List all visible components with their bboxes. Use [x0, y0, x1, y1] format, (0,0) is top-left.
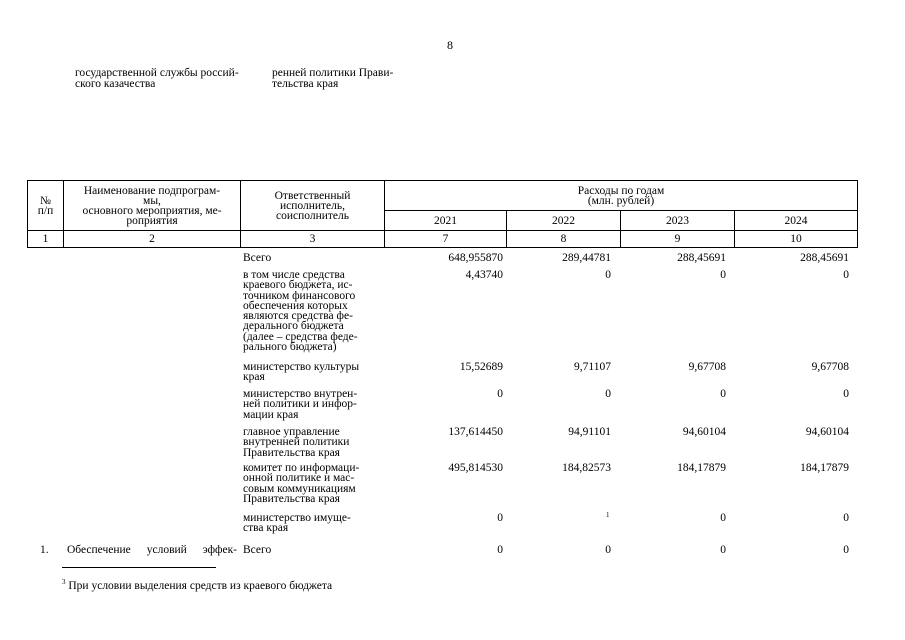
row-value-2023: 288,45691	[677, 252, 726, 264]
executor-line: являются средства фе-	[243, 310, 353, 323]
footnote-separator	[62, 567, 216, 568]
continuation-left-line: государственной службы россий-	[75, 67, 239, 79]
row-value-2021: 495,814530	[448, 462, 503, 474]
header-text-line: Расходы по годам	[577, 184, 665, 197]
column-number: 8	[507, 231, 621, 248]
row-value-2022: 0	[605, 269, 611, 281]
row-executor	[243, 513, 383, 534]
column-number: 3	[241, 231, 385, 248]
column-number: 9	[621, 231, 735, 248]
executor-line: комитет по информаци-	[243, 462, 360, 474]
row-value-2024: 0	[843, 512, 849, 524]
header-col-number	[28, 181, 64, 231]
row-value-2022: 0	[605, 544, 611, 556]
executor-line: Правительства края	[243, 446, 340, 459]
continuation-left-line: ского казачества	[75, 77, 156, 90]
footnote	[62, 577, 332, 591]
header-text-line: №	[40, 194, 51, 207]
continuation-right-line: тельства края	[272, 77, 339, 90]
executor-line: мации края	[243, 408, 299, 421]
executor-line: краевого бюджета, ис-	[243, 279, 353, 292]
executor-line: министерство имуще-	[243, 512, 351, 524]
row-value-2021: 15,52689	[459, 361, 503, 373]
row-name: Обеспечение условий эффек-	[67, 544, 237, 556]
row-value-2022: 94,91101	[568, 426, 611, 438]
column-number: 7	[385, 231, 507, 248]
executor-line: Всего	[243, 252, 272, 264]
row-value-2021: 0	[497, 512, 503, 524]
executor-line: главное управление	[243, 426, 340, 438]
header-year: 2021	[385, 211, 507, 231]
header-year: 2022	[507, 211, 621, 231]
header-text-line: Наименование подпрограм-	[83, 184, 221, 197]
row-executor	[243, 427, 383, 458]
row-value-2023: 0	[720, 388, 726, 400]
executor-line: дерального бюджета	[243, 320, 344, 333]
executor-line: Правительства края	[243, 492, 340, 505]
footnote-marker: 1	[606, 511, 610, 519]
row-executor	[243, 270, 383, 352]
executor-line: совым коммуникациям	[243, 482, 356, 495]
row-value-2023: 94,60104	[682, 426, 726, 438]
header-expenses-group	[385, 181, 858, 211]
row-value-2023: 9,67708	[688, 361, 726, 373]
row-value-2023: 0	[720, 544, 726, 556]
header-col-executor	[241, 181, 385, 231]
row-value-2024: 184,17879	[800, 462, 849, 474]
row-value-2023: 0	[720, 512, 726, 524]
row-executor	[243, 253, 383, 263]
executor-line: (далее – средства феде-	[243, 330, 358, 343]
row-executor	[243, 545, 383, 555]
column-number: 10	[735, 231, 858, 248]
header-text-line: Ответственный	[274, 189, 351, 202]
executor-line: обеспечения которых	[243, 299, 348, 312]
executor-line: рального бюджета)	[243, 341, 337, 354]
header-text-line: мы,	[143, 194, 161, 207]
row-value-2023: 184,17879	[677, 462, 726, 474]
executor-line: Всего	[243, 544, 272, 556]
executor-line: министерство внутрен-	[243, 388, 358, 400]
row-executor	[243, 389, 383, 420]
row-value-2021: 0	[497, 388, 503, 400]
footnote-marker: 3	[62, 578, 66, 586]
executor-line: ства края	[243, 522, 289, 535]
header-text-line: соисполнитель	[275, 209, 350, 222]
executor-line: в том числе средства	[243, 269, 345, 281]
row-number: 1.	[40, 544, 49, 556]
row-value-2024: 0	[843, 269, 849, 281]
row-value-2021: 4,43740	[465, 269, 503, 281]
executor-line: министерство культуры	[243, 361, 360, 373]
row-value-2021: 648,955870	[448, 252, 503, 264]
header-year: 2024	[735, 211, 858, 231]
header-text-line: роприятия	[126, 214, 178, 227]
header-text-line: исполнитель,	[279, 199, 346, 212]
continuation-left-text	[75, 68, 270, 89]
row-value-2022: 9,71107	[574, 361, 611, 373]
column-number: 2	[64, 231, 241, 248]
row-value-2023: 0	[720, 269, 726, 281]
row-value-2021: 0	[497, 544, 503, 556]
header-year: 2023	[621, 211, 735, 231]
row-value-2024: 288,45691	[800, 252, 849, 264]
budget-table-header	[27, 180, 858, 248]
page-number: 8	[447, 38, 453, 52]
row-value-2022: 289,44781	[562, 252, 611, 264]
column-number: 1	[28, 231, 64, 248]
row-value-2022: 184,82573	[562, 462, 611, 474]
executor-line: ней политики и инфор-	[243, 398, 357, 411]
executor-line: края	[243, 371, 265, 384]
header-col-name	[64, 181, 241, 231]
continuation-right-text	[272, 68, 422, 89]
executor-line: онной политике и мас-	[243, 472, 355, 485]
row-executor	[243, 362, 383, 383]
continuation-right-line: ренней политики Прави-	[272, 67, 394, 79]
header-text-line: (млн. рублей)	[587, 194, 655, 207]
header-text-line: п/п	[37, 204, 54, 217]
row-value-2024: 9,67708	[811, 361, 849, 373]
row-value-2024: 0	[843, 544, 849, 556]
executor-line: точником финансового	[243, 289, 356, 302]
row-value-2022: 0	[605, 388, 611, 400]
row-value-2024: 94,60104	[805, 426, 849, 438]
row-value-2024: 0	[843, 388, 849, 400]
executor-line: внутренней политики	[243, 436, 350, 449]
row-executor	[243, 463, 383, 504]
footnote-text: При условии выделения средств из краевого бюджета	[68, 579, 333, 592]
row-value-2021: 137,614450	[448, 426, 503, 438]
header-text-line: основного мероприятия, ме-	[82, 204, 222, 217]
